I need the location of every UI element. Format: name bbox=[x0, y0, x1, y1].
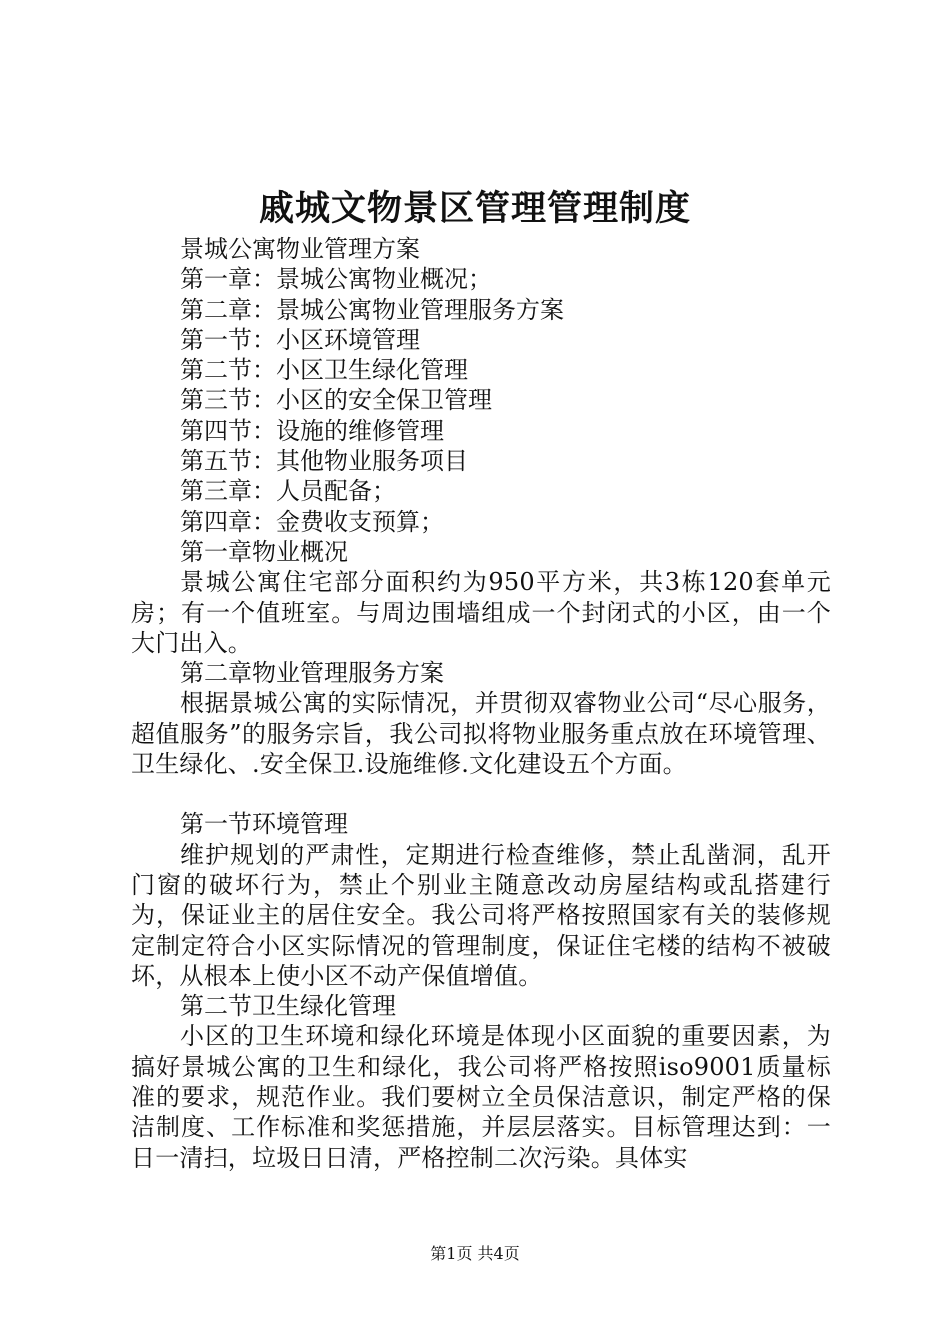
document-title: 戚城文物景区管理管理制度 bbox=[258, 188, 691, 229]
toc-line: 景城公寓物业管理方案 bbox=[180, 235, 420, 263]
section1-heading: 第一节环境管理 bbox=[180, 810, 348, 839]
toc-line: 第三节：小区的安全保卫管理 bbox=[180, 386, 492, 415]
chapter1-paragraph: 景城公寓住宅部分面积约为950平方米，共3栋120套单元房；有一个值班室。与周边围墙组成一个封闭式的小区，由一个大门出入。 bbox=[131, 568, 831, 657]
toc-line: 第一章：景城公寓物业概况； bbox=[180, 265, 492, 294]
chapter1-heading: 第一章物业概况 bbox=[180, 537, 348, 566]
toc-line: 第三章：人员配备； bbox=[180, 477, 396, 506]
toc-line: 第一节：小区环境管理 bbox=[180, 325, 420, 354]
section1-paragraph: 维护规划的严肃性，定期进行检查维修，禁止乱凿洞，乱开门窗的破坏行为，禁止个别业主随意改动房屋结构或乱搭建行为，保证业主的居住安全。我公司将严格按照国家有关的装修规定制定符合小区实际情况的管理制度，保证住宅楼的结构不被破坏，从根本上使小区不动产保值增值。 bbox=[131, 840, 831, 990]
toc-line: 第四章：金费收支预算； bbox=[180, 507, 444, 536]
paragraph-spacer bbox=[131, 779, 831, 809]
section2-heading: 第二节卫生绿化管理 bbox=[180, 992, 396, 1021]
toc-line: 第二节：小区卫生绿化管理 bbox=[180, 356, 468, 385]
toc-line: 第四节：设施的维修管理 bbox=[180, 416, 444, 445]
chapter2-heading: 第二章物业管理服务方案 bbox=[180, 659, 444, 688]
document-body bbox=[131, 234, 831, 1173]
toc-line: 第五节：其他物业服务项目 bbox=[180, 447, 468, 476]
chapter2-paragraph: 根据景城公寓的实际情况，并贯彻双睿物业公司“尽心服务，超值服务”的服务宗旨，我公司拟将物业服务重点放在环境管理、卫生绿化、.安全保卫.设施维修.文化建设五个方面。 bbox=[131, 689, 831, 779]
page-footer: 第1页 共4页 bbox=[430, 1244, 520, 1263]
toc-line: 第二章：景城公寓物业管理服务方案 bbox=[180, 295, 564, 324]
section2-paragraph: 小区的卫生环境和绿化环境是体现小区面貌的重要因素，为搞好景城公寓的卫生和绿化，我公司将严格按照iso9001质量标准的要求，规范作业。我们要树立全员保洁意识，制定严格的保洁制度、工作标准和奖惩措施，并层层落实。目标管理达到：一日一清扫，垃圾日日清，严格控制二次污染。具体实 bbox=[131, 1022, 831, 1172]
